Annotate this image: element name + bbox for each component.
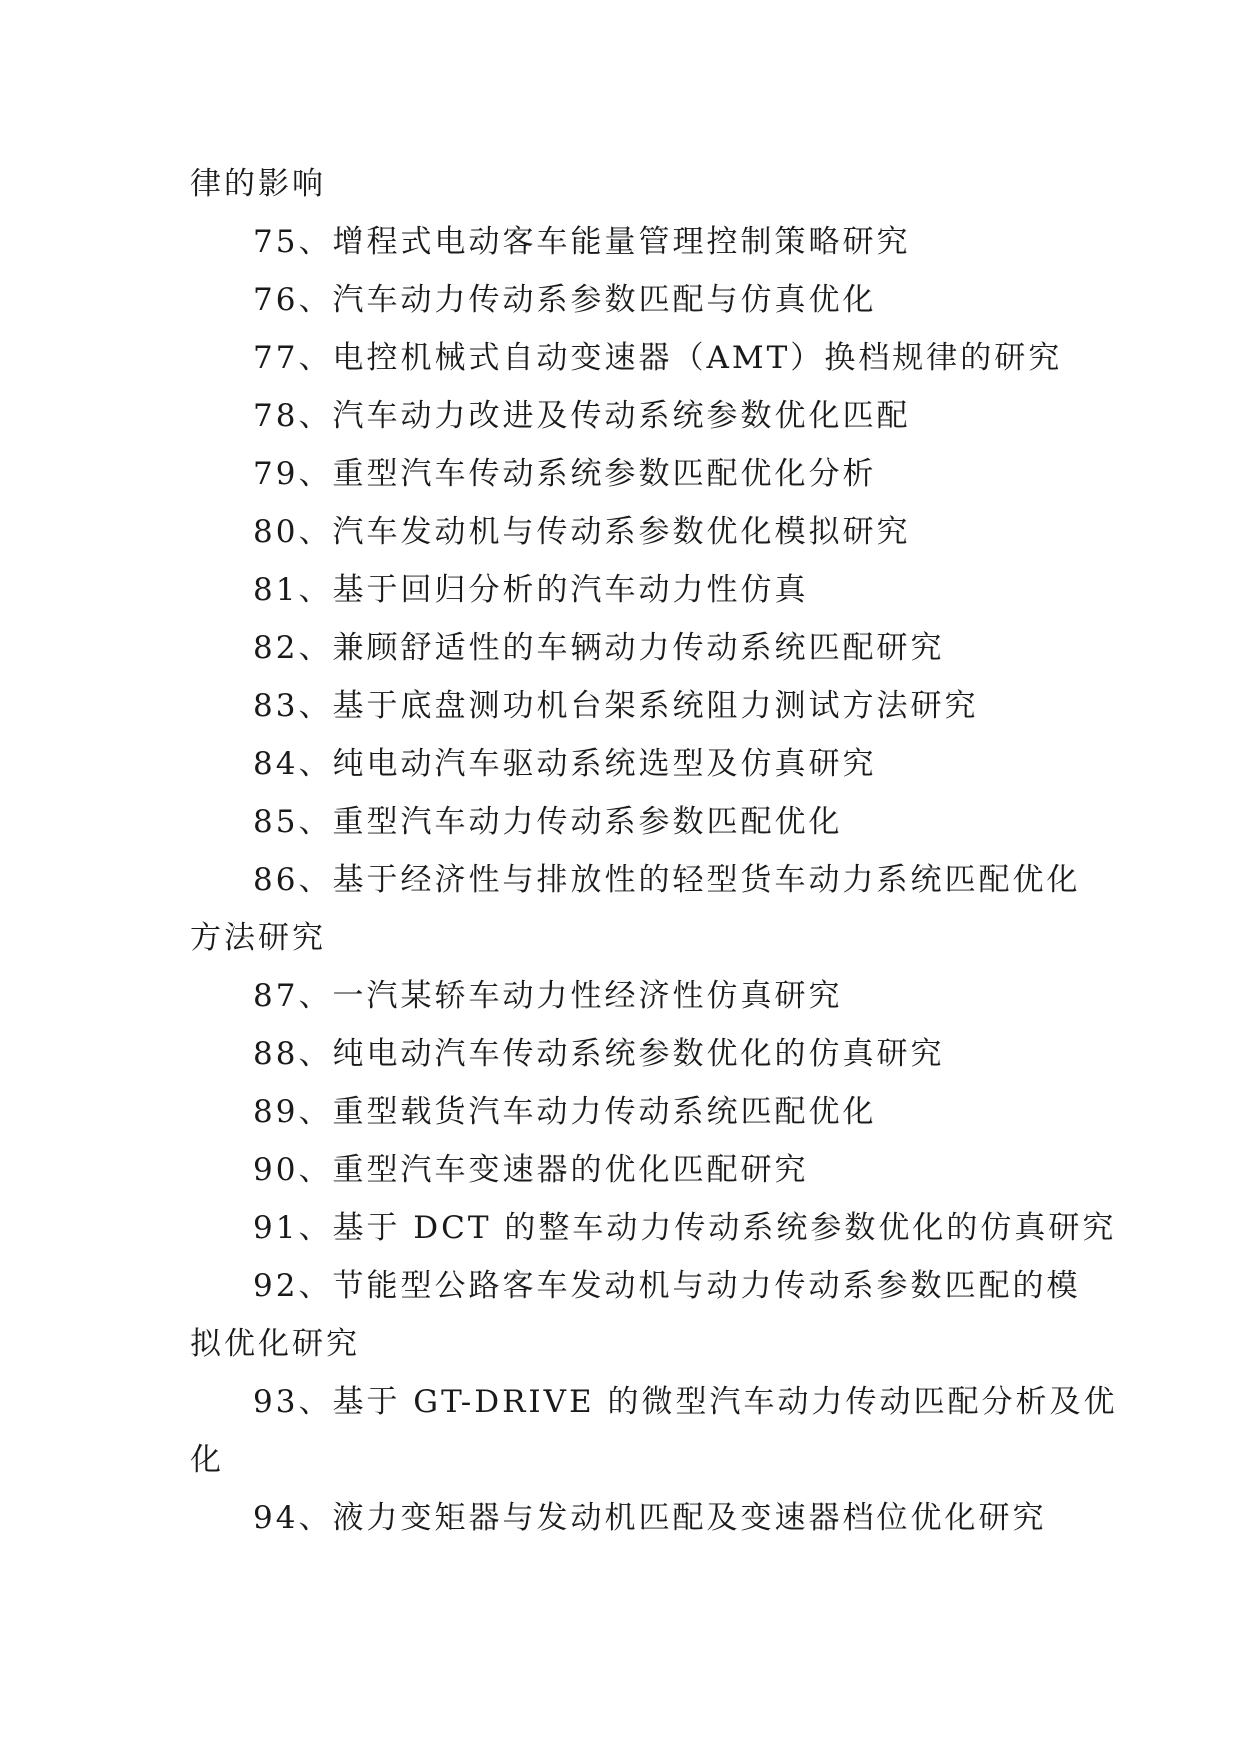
list-item-90: 90、重型汽车变速器的优化匹配研究 — [253, 1152, 809, 1188]
list-item-92-continuation: 拟优化研究 — [190, 1326, 360, 1362]
list-item-77: 77、电控机械式自动变速器（AMT）换档规律的研究 — [253, 340, 1063, 376]
list-item-93: 93、基于 GT-DRIVE 的微型汽车动力传动匹配分析及优 — [253, 1384, 1118, 1420]
text-line-continuation-74: 律的影响 — [190, 166, 326, 202]
list-item-78: 78、汽车动力改进及传动系统参数优化匹配 — [253, 398, 911, 434]
list-item-85: 85、重型汽车动力传动系参数匹配优化 — [253, 804, 843, 840]
list-item-83: 83、基于底盘测功机台架系统阻力测试方法研究 — [253, 688, 979, 724]
list-item-94: 94、液力变矩器与发动机匹配及变速器档位优化研究 — [253, 1500, 1047, 1536]
list-item-86: 86、基于经济性与排放性的轻型货车动力系统匹配优化 — [253, 862, 1081, 898]
list-item-91: 91、基于 DCT 的整车动力传动系统参数优化的仿真研究 — [253, 1210, 1117, 1246]
list-item-87: 87、一汽某轿车动力性经济性仿真研究 — [253, 978, 843, 1014]
list-item-93-continuation: 化 — [190, 1442, 224, 1478]
list-item-79: 79、重型汽车传动系统参数匹配优化分析 — [253, 456, 877, 492]
list-item-84: 84、纯电动汽车驱动系统选型及仿真研究 — [253, 746, 877, 782]
list-item-86-continuation: 方法研究 — [190, 920, 326, 956]
list-item-92: 92、节能型公路客车发动机与动力传动系参数匹配的模 — [253, 1268, 1081, 1304]
list-item-89: 89、重型载货汽车动力传动系统匹配优化 — [253, 1094, 877, 1130]
list-item-82: 82、兼顾舒适性的车辆动力传动系统匹配研究 — [253, 630, 945, 666]
list-item-76: 76、汽车动力传动系参数匹配与仿真优化 — [253, 282, 877, 318]
list-item-88: 88、纯电动汽车传动系统参数优化的仿真研究 — [253, 1036, 945, 1072]
list-item-81: 81、基于回归分析的汽车动力性仿真 — [253, 572, 809, 608]
list-item-80: 80、汽车发动机与传动系参数优化模拟研究 — [253, 514, 911, 550]
list-item-75: 75、增程式电动客车能量管理控制策略研究 — [253, 224, 911, 260]
